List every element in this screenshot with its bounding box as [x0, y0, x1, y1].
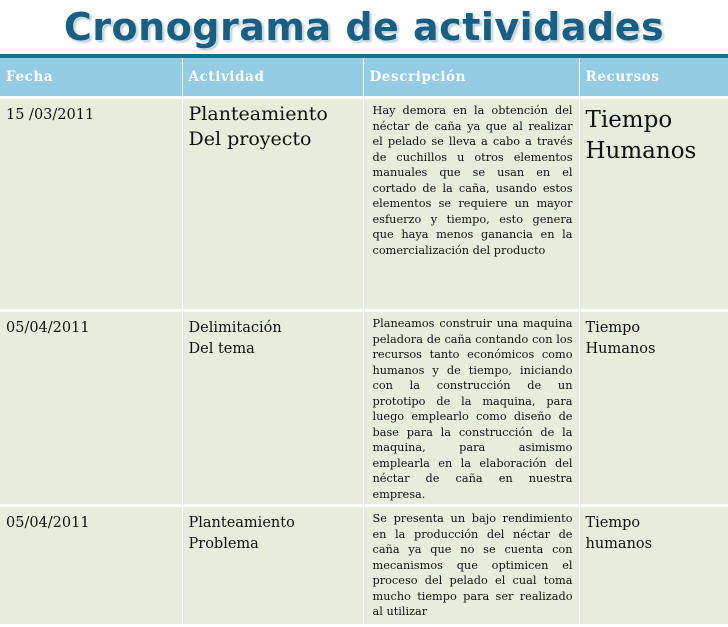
recurso-line: Humanos: [585, 138, 697, 164]
table-row: [0, 311, 728, 506]
cell-recursos: [579, 506, 728, 626]
actividad-line: Planteamiento: [188, 515, 295, 531]
header-descripcion: Descripción: [363, 58, 579, 98]
cell-actividad: [182, 506, 363, 626]
header-fecha: Fecha: [0, 58, 182, 98]
cell-actividad: [182, 98, 363, 311]
page-title: Cronograma de actividades: [63, 5, 665, 49]
cell-descripcion: Se presenta un bajo rendimiento en la producción del néctar de caña ya que no se cuenta con mecanismos que optimicen el proceso del pelado el cual toma mucho tiempo para ser realizado al utilizar: [363, 506, 579, 626]
recurso-line: Tiempo: [585, 107, 673, 133]
actividad-line: Del proyecto: [188, 128, 312, 150]
header-actividad: Actividad: [182, 58, 363, 98]
actividad-line: Problema: [188, 536, 259, 552]
table-header-row: [0, 58, 728, 98]
cell-fecha: 05/04/2011: [0, 311, 182, 506]
cell-actividad: [182, 311, 363, 506]
recurso-line: humanos: [585, 536, 653, 552]
recurso-line: Humanos: [585, 341, 656, 357]
table-row: [0, 506, 728, 626]
actividad-line: Delimitación: [188, 320, 282, 336]
cell-fecha: 15 /03/2011: [0, 98, 182, 311]
actividad-line: Del tema: [188, 341, 255, 357]
cell-descripcion: Hay demora en la obtención del néctar de caña ya que al realizar el pelado se lleva a cabo a través de cuchillos u otros elementos manuales que se usan en el cortado de la caña, usando estos elementos se requiere un mayor esfuerzo y tiempo, esto genera que haya menos ganancia en la comercialización del producto: [363, 98, 579, 311]
schedule-table: [0, 58, 728, 627]
cell-fecha: 05/04/2011: [0, 506, 182, 626]
recurso-line: Tiempo: [585, 320, 641, 336]
cell-recursos: [579, 311, 728, 506]
cell-recursos: [579, 98, 728, 311]
header-recursos: Recursos: [579, 58, 728, 98]
recurso-line: Tiempo: [585, 515, 641, 531]
table-row: [0, 98, 728, 311]
actividad-line: Planteamiento: [188, 103, 328, 125]
cell-descripcion: Planeamos construir una maquina peladora de caña contando con los recursos tanto económicos como humanos y de tiempo, iniciando con la construcción de un prototipo de la maquina, para luego emplearlo como diseño de base para la construcción de la maquina, para asimismo emplearla en la elaboración del néctar de caña en nuestra empresa.: [363, 311, 579, 506]
